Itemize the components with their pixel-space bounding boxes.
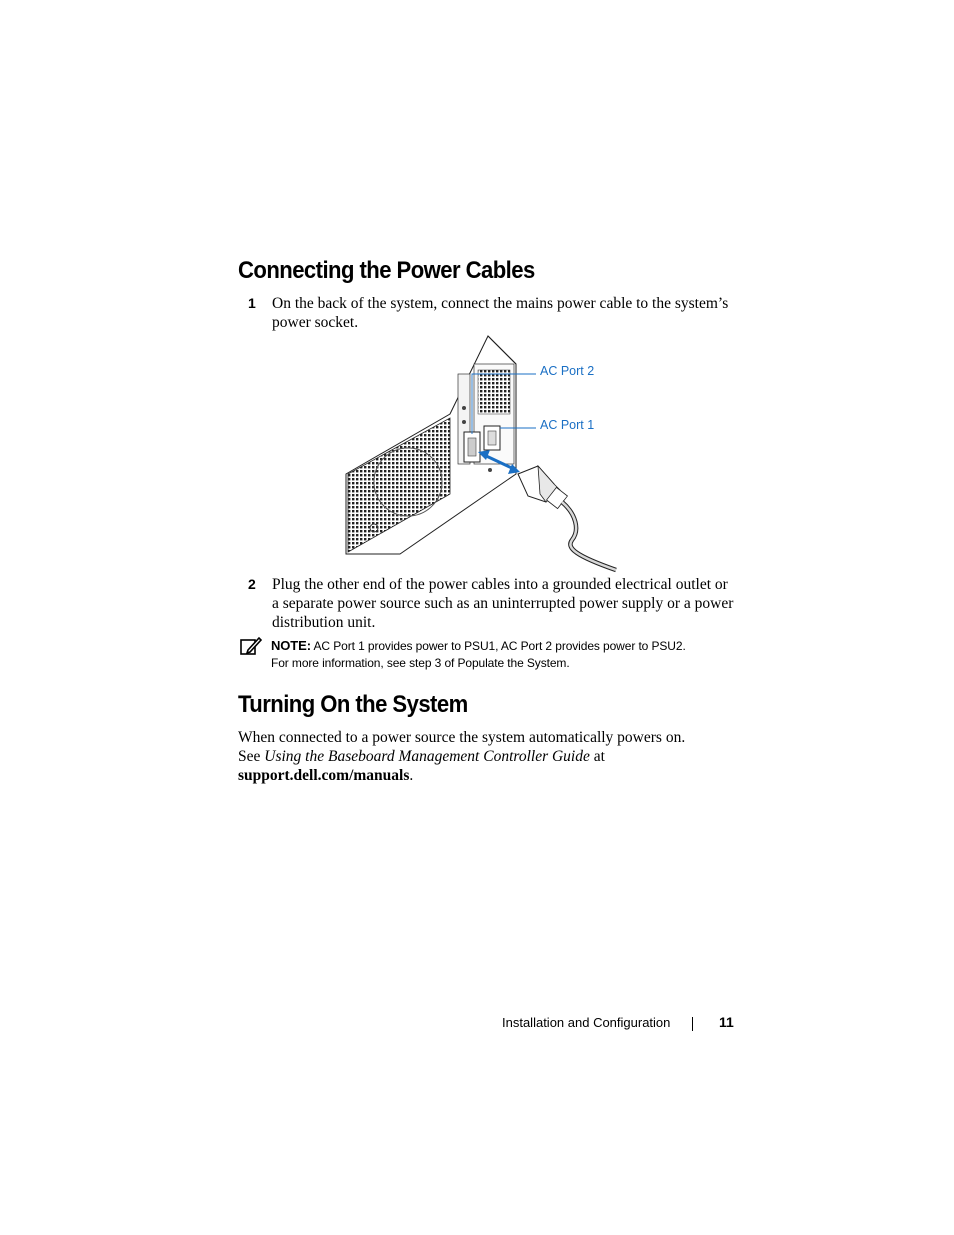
step-2-line: a separate power source such as an uninterrupted power supply or a power <box>272 595 734 612</box>
callout-ac-port-1: AC Port 1 <box>540 418 595 432</box>
section-heading-turning-on: Turning On the System <box>238 691 468 718</box>
guide-title: Using the Baseboard Management Controller Guide <box>264 748 590 765</box>
see-prefix: See <box>238 748 265 765</box>
step-2-line: distribution unit. <box>272 614 376 631</box>
step-1-line: On the back of the system, connect the mains power cable to the system’s <box>272 295 729 312</box>
turning-on-paragraph <box>238 728 738 785</box>
power-cable-figure <box>340 334 630 574</box>
at-text: at <box>589 748 605 765</box>
step-text-2 <box>272 575 742 632</box>
footer-section-title: Installation and Configuration <box>502 1015 671 1030</box>
note-text-1: AC Port 1 provides power to PSU1, AC Port 2 provides power to PSU2. <box>313 639 686 653</box>
pencil-note-icon <box>240 636 262 656</box>
step-number-2: 2 <box>248 576 256 592</box>
paragraph-line-1: When connected to a power source the system automatically powers on. <box>238 729 686 746</box>
support-link[interactable]: support.dell.com/manuals <box>238 767 410 784</box>
callout-ac-port-2: AC Port 2 <box>540 364 595 378</box>
paragraph-line-3 <box>238 766 738 785</box>
step-1-line: power socket. <box>272 314 359 331</box>
section-heading-power-cables: Connecting the Power Cables <box>238 257 535 284</box>
step-2-line: Plug the other end of the power cables into a grounded electrical outlet or <box>272 576 728 593</box>
step-text-1 <box>272 294 742 332</box>
note-text-2: For more information, see step 3 of Populate the System. <box>271 656 570 670</box>
step-number-1: 1 <box>248 295 256 311</box>
page-number: 11 <box>719 1014 734 1030</box>
note-label: NOTE: <box>271 638 311 653</box>
period: . <box>409 767 414 784</box>
footer-divider <box>692 1017 693 1031</box>
note-block <box>271 637 741 672</box>
note-line-1 <box>271 637 741 655</box>
paragraph-line-2 <box>238 747 738 766</box>
